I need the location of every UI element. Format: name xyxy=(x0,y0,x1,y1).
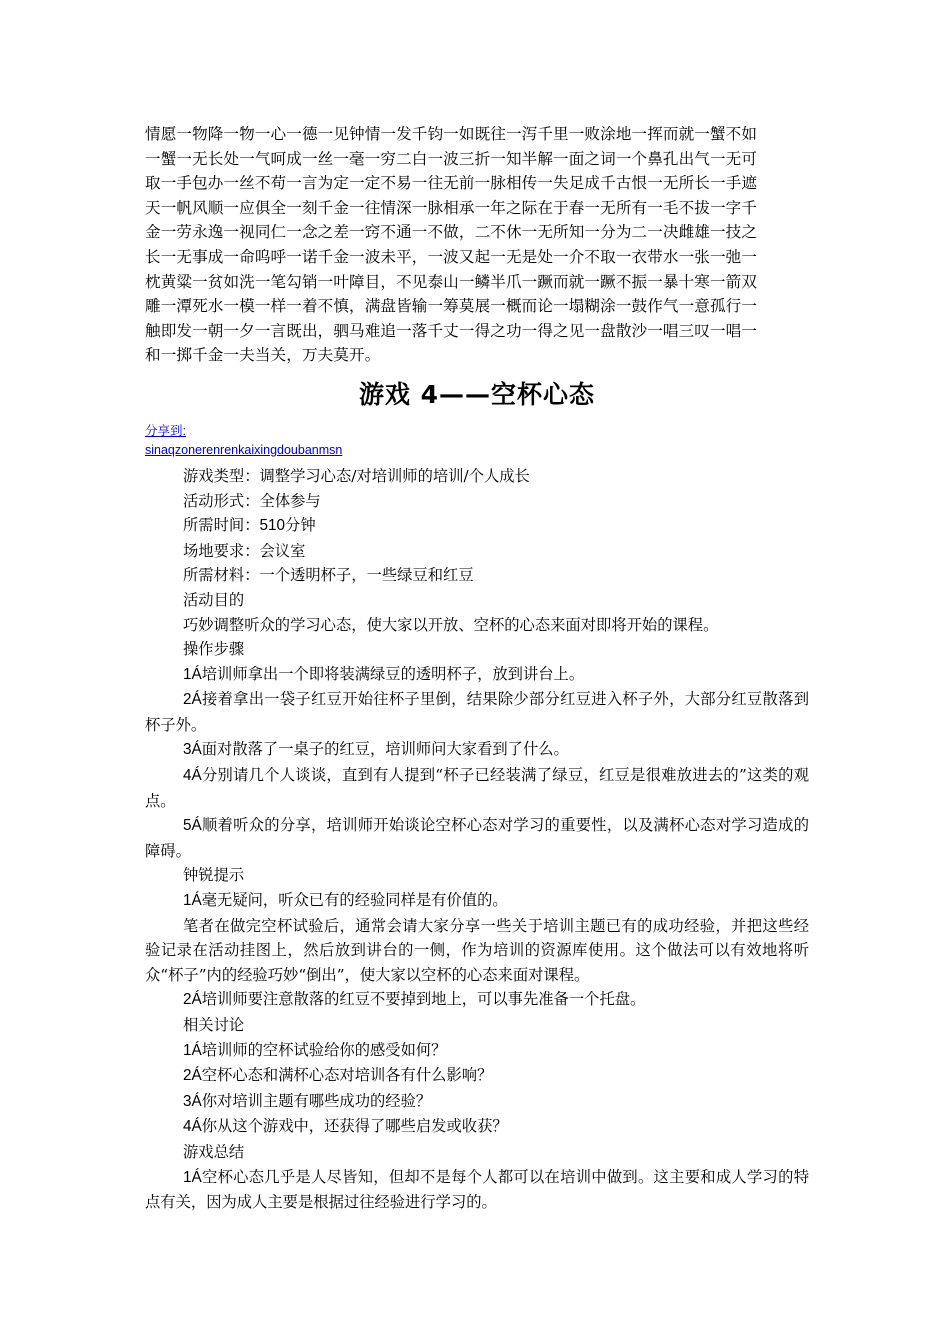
discussion-text: 你对培训主题有哪些成功的经验？ xyxy=(201,1091,432,1110)
purpose-text: 巧妙调整听众的学习心态，使大家以开放、空杯的心态来面对即将开始的课程。 xyxy=(183,615,719,634)
step-text: 接着拿出一袋子红豆开始往杯子里倒，结果除少部分红豆进入杯子外，大部分红豆散落到杯子外。 xyxy=(145,690,809,734)
tip-text: 培训师要注意散落的红豆不要掉到地上，可以事先准备一个托盘。 xyxy=(201,990,646,1009)
idiom-line: 触即发一朝一夕一言既出，驷马难追一落千丈一得之功一得之见一盘散沙一唱三叹一唱一 xyxy=(145,321,758,340)
tip-number: 2Á xyxy=(183,991,202,1009)
summary-number: 1Á xyxy=(183,1168,202,1186)
field-time-label: 所需时间： xyxy=(183,516,260,535)
discussion-number: 3Á xyxy=(183,1092,202,1110)
step-text: 分别请几个人谈谈，直到有人提到“杯子已经装满了绿豆，红豆是很难放进去的”这类的观点。 xyxy=(145,766,809,810)
discussion-number: 4Á xyxy=(183,1118,202,1136)
field-game-type: 游戏类型：调整学习心态/对培训师的培训/个人成长 xyxy=(183,466,530,485)
step-number: 3Á xyxy=(183,741,202,759)
steps-heading: 操作步骤 xyxy=(183,640,245,659)
section-title: 游戏 4——空杯心态 xyxy=(358,379,596,409)
idiom-line: 一蟹一无长处一气呵成一丝一毫一穷二白一波三折一知半解一面之词一个鼻孔出气一无可 xyxy=(145,149,758,168)
field-materials: 所需材料：一个透明杯子，一些绿豆和红豆 xyxy=(183,566,474,585)
discussion-text: 培训师的空杯试验给你的感受如何？ xyxy=(201,1040,447,1059)
tip-item xyxy=(145,987,809,1013)
discussion-item xyxy=(145,1114,809,1140)
summary-item xyxy=(145,1165,809,1215)
purpose-heading: 活动目的 xyxy=(183,590,245,609)
step-number: 1Á xyxy=(183,665,202,683)
field-activity-form: 活动形式：全体参与 xyxy=(183,491,321,510)
idiom-line: 天一帆风顺一应俱全一刻千金一往情深一脉相承一年之际在于春一无所有一毛不拔一字千 xyxy=(145,198,758,217)
tips-heading: 钟锐提示 xyxy=(183,866,245,885)
share-block xyxy=(145,422,809,460)
step-text: 面对散落了一桌子的红豆，培训师问大家看到了什么。 xyxy=(201,740,569,759)
idiom-line: 情愿一物降一物一心一德一见钟情一发千钧一如既往一泻千里一败涂地一挥而就一蟹不如 xyxy=(145,125,758,143)
step-number: 5Á xyxy=(183,817,202,835)
idiom-line: 枕黄粱一贫如洗一笔勾销一叶障目，不见泰山一鳞半爪一蹶而就一蹶不振一暴十寒一箭双 xyxy=(145,272,758,291)
discussion-number: 2Á xyxy=(183,1067,202,1085)
share-links[interactable]: sinaqzonerenrenkaixingdoubanmsn xyxy=(145,442,343,457)
discussion-number: 1Á xyxy=(183,1041,202,1059)
step-item xyxy=(145,662,809,688)
tip-paragraph: 笔者在做完空杯试验后，通常会请大家分享一些关于培训主题已有的成功经验，并把这些经验记录在活动挂图上，然后放到讲台的一侧，作为培训的资源库使用。这个做法可以有效地将听众“杯子”内的经验巧妙“倒出”，使大家以空杯的心态来面对课程。 xyxy=(145,916,809,984)
idiom-line: 金一劳永逸一视同仁一念之差一窍不通一不做，二不休一无所知一分为二一决雌雄一技之 xyxy=(145,223,758,242)
share-label-link[interactable]: 分享到: xyxy=(145,423,186,438)
discussion-text: 空杯心态和满杯心态对培训各有什么影响？ xyxy=(201,1066,493,1085)
game-content xyxy=(145,464,809,1215)
step-text: 培训师拿出一个即将装满绿豆的透明杯子，放到讲台上。 xyxy=(201,664,585,683)
field-time xyxy=(145,513,809,539)
field-time-value: 510 xyxy=(259,517,286,535)
field-time-unit: 分钟 xyxy=(285,516,316,535)
document-page xyxy=(145,122,809,1215)
idiom-line: 长一无事成一命呜呼一诺千金一波未平，一波又起一无是处一介不取一衣带水一张一弛一 xyxy=(145,247,758,266)
step-number: 4Á xyxy=(183,767,202,785)
discussion-item xyxy=(145,1063,809,1089)
tip-text: 毫无疑问，听众已有的经验同样是有价值的。 xyxy=(201,891,508,910)
step-text: 顺着听众的分享，培训师开始谈论空杯心态对学习的重要性，以及满杯心态对学习造成的障碍。 xyxy=(145,816,809,860)
idiom-line: 和一掷千金一夫当关，万夫莫开。 xyxy=(145,346,381,365)
idiom-line: 取一手包办一丝不苟一言为定一定不易一往无前一脉相传一失足成千古恨一无所长一手遮 xyxy=(145,174,758,193)
tip-item xyxy=(145,888,809,914)
summary-heading: 游戏总结 xyxy=(183,1142,245,1161)
discussion-heading: 相关讨论 xyxy=(183,1016,245,1034)
discussion-item xyxy=(145,1038,809,1064)
step-item xyxy=(145,737,809,763)
idiom-line: 雕一潭死水一模一样一着不慎，满盘皆输一筹莫展一概而论一塌糊涂一鼓作气一意孤行一 xyxy=(145,297,758,316)
step-item xyxy=(145,687,809,737)
discussion-text: 你从这个游戏中，还获得了哪些启发或收获？ xyxy=(201,1117,508,1136)
step-item xyxy=(145,763,809,813)
field-venue: 场地要求：会议室 xyxy=(183,541,306,560)
discussion-item xyxy=(145,1089,809,1115)
summary-text: 空杯心态几乎是人尽皆知，但却不是每个人都可以在培训中做到。这主要和成人学习的特点有关，因为成人主要是根据过往经验进行学习的。 xyxy=(145,1167,809,1212)
idiom-paragraph xyxy=(145,122,809,368)
step-number: 2Á xyxy=(183,691,202,709)
tip-number: 1Á xyxy=(183,892,202,910)
step-item xyxy=(145,813,809,863)
